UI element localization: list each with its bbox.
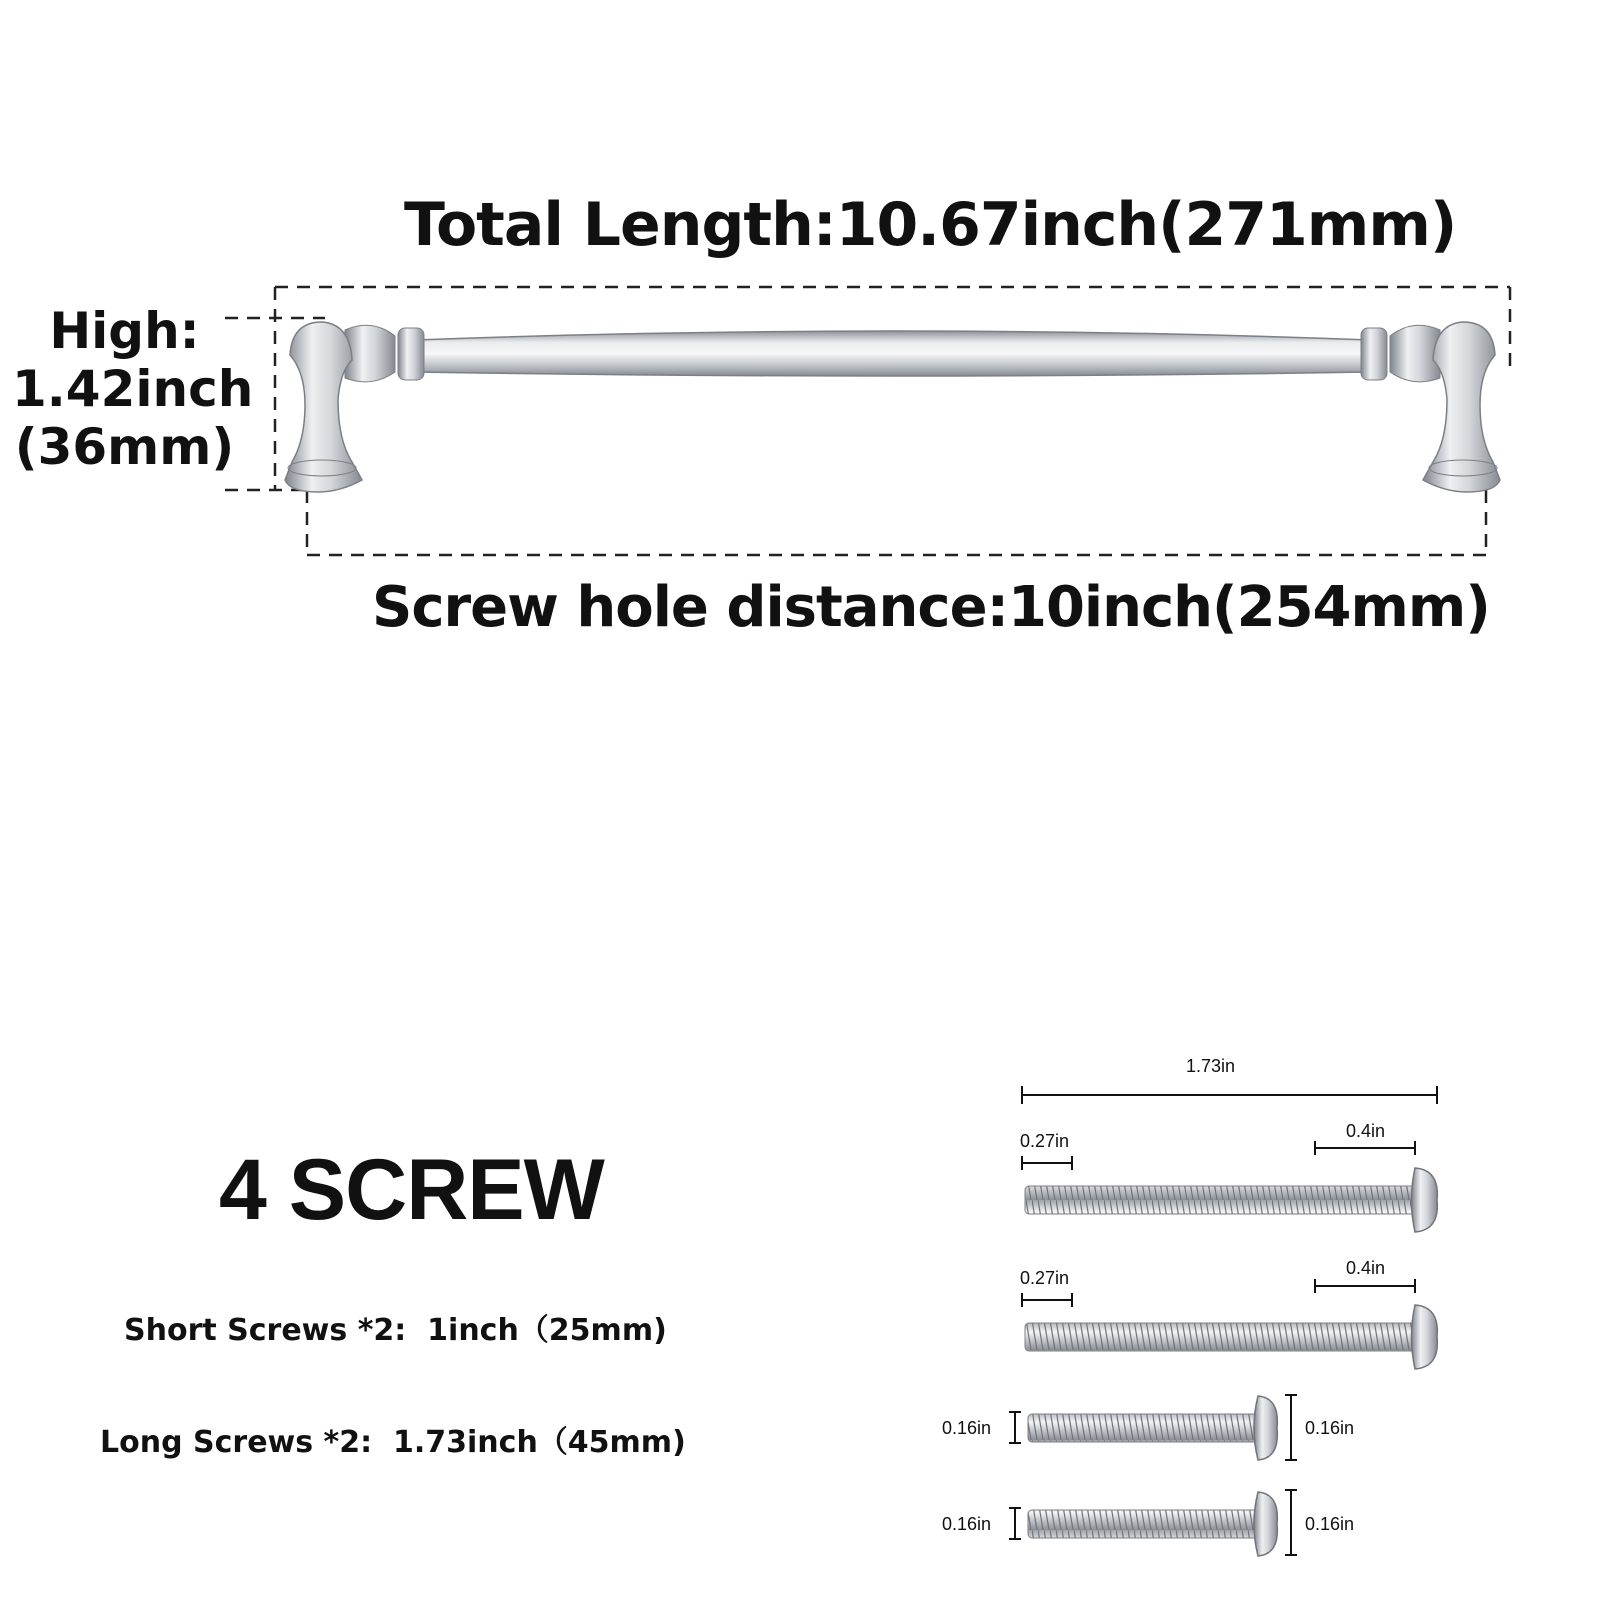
total-length-guide <box>275 287 1510 490</box>
long-screw-1-tip: 0.27in <box>1020 1131 1070 1151</box>
height-inch: 1.42inch <box>12 360 254 418</box>
short-screw-1 <box>1028 1396 1277 1460</box>
long-screw-1 <box>1025 1168 1437 1232</box>
long-screw-2-head: 0.4in <box>1346 1258 1386 1278</box>
long-screw-1-head: 0.4in <box>1346 1121 1386 1141</box>
short-screws-spec <box>124 1305 667 1349</box>
cabinet-handle <box>285 322 1500 492</box>
short-screws-value: 1inch（25mm) <box>427 1313 667 1348</box>
height-mm: (36mm) <box>14 418 235 476</box>
short-screw-1-head: 0.16in <box>1305 1418 1355 1438</box>
long-screws-value: 1.73inch（45mm) <box>393 1425 686 1460</box>
short-screw-2-head: 0.16in <box>1305 1514 1355 1534</box>
short-screws-label: Short Screws *2: <box>124 1313 407 1348</box>
long-screw-2 <box>1025 1305 1437 1369</box>
short-screw-2 <box>1028 1492 1277 1556</box>
long-screw-2-tip: 0.27in <box>1020 1268 1070 1288</box>
height-title: High: <box>49 302 200 360</box>
screw-hole-label: Screw hole distance:10inch(254mm) <box>372 575 1490 640</box>
screw-dimension-lines <box>1009 1086 1437 1555</box>
short-screw-2-diameter: 0.16in <box>942 1514 992 1534</box>
short-screw-1-diameter: 0.16in <box>942 1418 992 1438</box>
screw-count-headline: 4 SCREW <box>219 1142 604 1238</box>
long-screws-spec <box>100 1417 686 1461</box>
screw-hole-guide <box>307 490 1486 555</box>
long-screws-label: Long Screws *2: <box>100 1425 373 1460</box>
height-label <box>12 302 254 476</box>
total-length-label: Total Length:10.67inch(271mm) <box>404 190 1457 260</box>
long-screw-total-length: 1.73in <box>1186 1056 1236 1076</box>
